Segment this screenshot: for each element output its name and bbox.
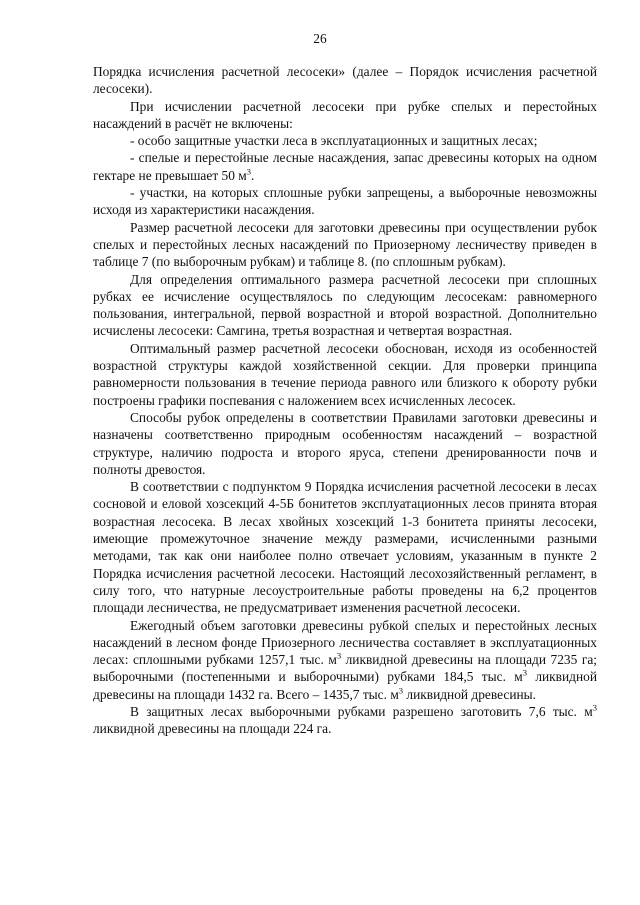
superscript: 3 [398,685,404,696]
list-item-3: - участки, на которых сплошные рубки запрещены, а выборочные невозможны исходя из характеристики насаждения. [93,185,597,218]
paragraph-5: Оптимальный размер расчетной лесосеки обоснован, исходя из особенностей возрастной структуры каждой хозяйственной секции. Для проверки принципа равномерности пользования в течение периода равного или близкого к обороту рубки построены графики поспевания с наложением всех исчисленных лесосек. [93,340,597,408]
list-item-1: - особо защитные участки леса в эксплуатационных и защитных лесах; [130,133,538,149]
list-item-2-text: - спелые и перестойные лесные насаждения, запас древесины которых на одном гектаре не превышает 50 м [93,150,597,183]
superscript: 3 [592,702,597,713]
document-body [93,63,597,738]
paragraph-8 [93,617,597,703]
paragraph-4: Для определения оптимального размера расчетной лесосеки при сплошных рубках ее исчисление осуществлялось по следующим лесосекам: равномерного пользования, интегральной, первой возрастной и второй возрастной. Дополнительно исчислены лесосеки: Самгина, третья возрастная и четвертая возрастная. [93,271,597,339]
paragraph-9-part-a: В защитных лесах выборочными рубками разрешено заготовить 7,6 тыс. м [130,703,593,719]
paragraph-8-part-b: ликвидной древесины на площади 7235 га; выборочными (постепенными и выборочными) рубками 184,5 тыс. м [93,652,597,685]
paragraph-8-part-d: ликвидной древесины. [403,686,537,702]
superscript: 3 [246,166,251,177]
superscript: 3 [336,650,342,661]
paragraph-1: Порядка исчисления расчетной лесосеки» (далее – Порядок исчисления расчетной лесосеки). [93,64,597,97]
paragraph-2: При исчислении расчетной лесосеки при рубке спелых и перестойных насаждений в расчёт не включены: [93,98,597,131]
paragraph-9-part-b: ликвидной древесины на площади 224 га. [93,721,332,737]
paragraph-3: Размер расчетной лесосеки для заготовки древесины при осуществлении рубок спелых и перестойных лесных насаждений по Приозерному лесничеству приведен в таблице 7 (по выборочным рубкам) и таблице 8. (по сплошным рубкам). [93,219,597,270]
list-item-2 [93,149,597,184]
paragraph-8-part-a: Ежегодный объем заготовки древесины рубкой спелых и перестойных лесных насаждений в лесном фонде Приозерного лесничества составляет в эксплуатационных лесах: сплошными рубками 1257,1 тыс. м [93,617,597,668]
paragraph-9 [93,703,597,738]
superscript: 3 [522,667,527,678]
paragraph-8-part-c: ликвидной древесины на площади 1432 га. Всего – 1435,7 тыс. м [93,669,598,702]
paragraph-7: В соответствии с подпунктом 9 Порядка исчисления расчетной лесосеки в лесах сосновой и еловой хозсекций 4-5Б бонитетов эксплуатационных лесов принята вторая возрастная лесосека. В лесах хвойных хозсекций 1-3 бонитета приняты лесосеки, имеющие промежуточное значение между размерами, исчисленными разными методами, так как они наиболее полно отвечает условиям, указанным в пункте 2 Порядка исчисления расчетной лесосеки. Настоящий лесохозяйственный регламент, в силу того, что натурные лесоустроительные работы проведены на 6,2 процентов площади лесничества, не предусматривает изменения расчетной лесосеки. [93,479,597,616]
period: . [250,167,255,183]
page-number: 26 [313,31,327,46]
paragraph-6: Способы рубок определены в соответствии Правилами заготовки древесины и назначены соответственно природным особенностям насаждений – возрастной структуре, наличию подроста и второго яруса, степени дренированности почв и полноты древостоя. [93,409,597,477]
